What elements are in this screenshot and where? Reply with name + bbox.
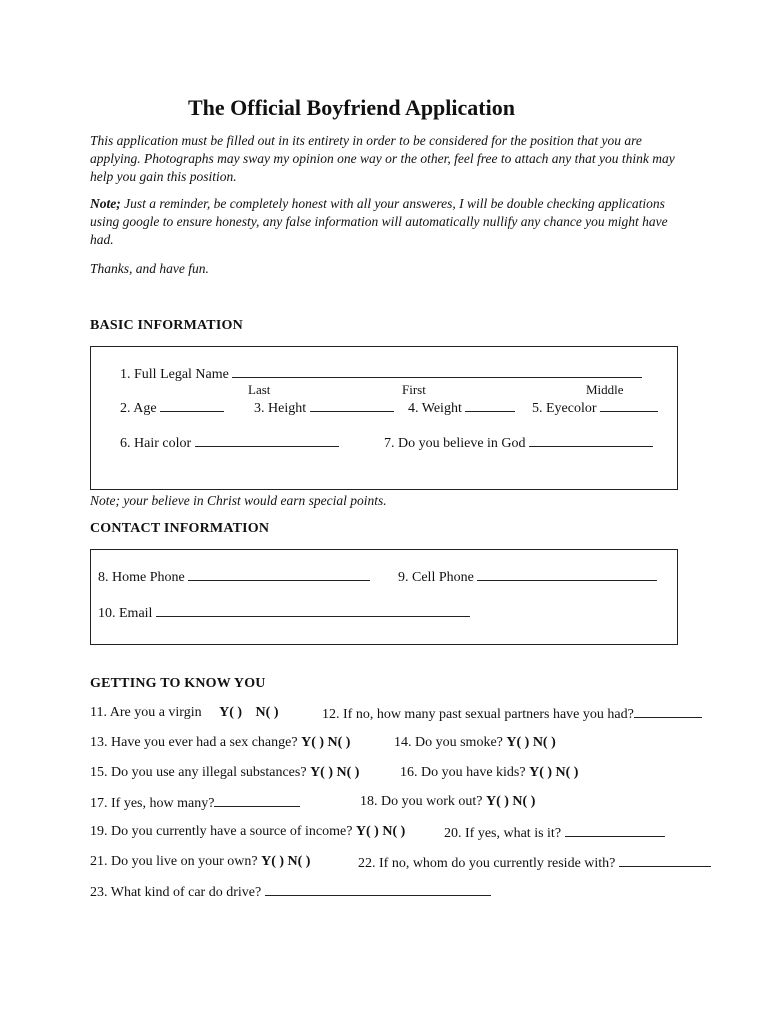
getting-to-know-heading: GETTING TO KNOW YOU xyxy=(90,676,266,691)
question-19 xyxy=(90,824,405,840)
question-16-label: 16. Do you have kids? xyxy=(400,765,526,780)
question-23-label: 23. What kind of car do drive? xyxy=(90,885,262,900)
question-11-no[interactable]: N( ) xyxy=(255,705,279,720)
question-15-label: 15. Do you use any illegal substances? xyxy=(90,765,307,780)
question-22-label: 22. If no, whom do you currently reside with? xyxy=(358,856,616,871)
weight-field xyxy=(408,399,515,417)
question-16 xyxy=(400,765,578,781)
cell-phone-label: 9. Cell Phone xyxy=(398,570,474,585)
weight-input[interactable] xyxy=(465,399,515,412)
question-21-yes-no[interactable]: Y( ) N( ) xyxy=(261,854,311,869)
question-18-label: 18. Do you work out? xyxy=(360,794,483,809)
question-20-input[interactable] xyxy=(565,824,665,837)
question-23 xyxy=(90,883,491,901)
eyecolor-input[interactable] xyxy=(600,399,658,412)
question-14-yes-no[interactable]: Y( ) N( ) xyxy=(506,735,556,750)
intro-thanks: Thanks, and have fun. xyxy=(90,261,209,276)
question-13 xyxy=(90,735,350,751)
hair-color-field xyxy=(120,434,339,452)
height-field xyxy=(254,399,394,417)
question-13-yes-no[interactable]: Y( ) N( ) xyxy=(301,735,351,750)
question-16-yes-no[interactable]: Y( ) N( ) xyxy=(529,765,579,780)
weight-label: 4. Weight xyxy=(408,401,462,416)
question-17 xyxy=(90,794,300,812)
question-17-label: 17. If yes, how many? xyxy=(90,796,215,811)
email-input[interactable] xyxy=(156,604,470,617)
question-20 xyxy=(444,824,665,842)
hair-color-input[interactable] xyxy=(195,434,339,447)
question-12-label: 12. If no, how many past sexual partners have you had? xyxy=(322,707,634,722)
believe-god-field xyxy=(384,434,653,452)
first-name-caption: First xyxy=(402,382,426,397)
question-19-label: 19. Do you currently have a source of income? xyxy=(90,824,353,839)
question-17-input[interactable] xyxy=(214,794,300,807)
email-label: 10. Email xyxy=(98,606,153,621)
cell-phone-field xyxy=(398,568,657,586)
height-input[interactable] xyxy=(310,399,394,412)
cell-phone-input[interactable] xyxy=(477,568,657,581)
last-name-caption: Last xyxy=(248,382,271,397)
age-label: 2. Age xyxy=(120,401,157,416)
question-23-input[interactable] xyxy=(265,883,491,896)
question-22-input[interactable] xyxy=(619,854,711,867)
hair-color-label: 6. Hair color xyxy=(120,436,192,451)
intro-paragraph: This application must be filled out in its entirety in order to be considered for the position that you are applying. Photographs may sway my opinion one way or the other, feel free to attach any that you think may help you gain this position. xyxy=(90,133,675,184)
page-title: The Official Boyfriend Application xyxy=(188,95,515,120)
email-field xyxy=(98,604,470,622)
home-phone-field xyxy=(98,568,370,586)
question-11-yes[interactable]: Y( ) xyxy=(219,705,243,720)
believe-god-label: 7. Do you believe in God xyxy=(384,436,526,451)
home-phone-input[interactable] xyxy=(188,568,370,581)
question-11-label: 11. Are you a virgin xyxy=(90,705,202,720)
full-name-label: 1. Full Legal Name xyxy=(120,367,229,382)
home-phone-label: 8. Home Phone xyxy=(98,570,185,585)
question-14-label: 14. Do you smoke? xyxy=(394,735,503,750)
question-15-yes-no[interactable]: Y( ) N( ) xyxy=(310,765,360,780)
question-22 xyxy=(358,854,711,872)
full-name-field xyxy=(120,365,642,383)
full-name-input[interactable] xyxy=(232,365,642,378)
middle-name-caption: Middle xyxy=(586,382,624,397)
question-20-label: 20. If yes, what is it? xyxy=(444,826,562,841)
question-12 xyxy=(322,705,702,723)
eyecolor-label: 5. Eyecolor xyxy=(532,401,597,416)
question-21-label: 21. Do you live on your own? xyxy=(90,854,258,869)
intro-note xyxy=(90,195,690,249)
question-18-yes-no[interactable]: Y( ) N( ) xyxy=(486,794,536,809)
question-12-input[interactable] xyxy=(634,705,702,718)
question-21 xyxy=(90,854,310,870)
question-15 xyxy=(90,765,359,781)
age-input[interactable] xyxy=(160,399,224,412)
height-label: 3. Height xyxy=(254,401,307,416)
question-14 xyxy=(394,735,556,751)
basic-info-note: Note; your believe in Christ would earn special points. xyxy=(90,493,387,508)
contact-info-heading: CONTACT INFORMATION xyxy=(90,521,270,536)
question-19-yes-no[interactable]: Y( ) N( ) xyxy=(355,824,406,839)
note-text: Just a reminder, be completely honest with all your answeres, I will be double checking applications using google to ensure honesty, any false information will automatically nullify any chance you might have had. xyxy=(90,196,668,247)
believe-god-input[interactable] xyxy=(529,434,653,447)
eyecolor-field xyxy=(532,399,658,417)
question-18 xyxy=(360,794,535,810)
contact-info-box xyxy=(90,549,678,645)
note-label: Note; xyxy=(90,196,121,211)
question-11 xyxy=(90,705,278,721)
question-13-label: 13. Have you ever had a sex change? xyxy=(90,735,298,750)
basic-info-heading: BASIC INFORMATION xyxy=(90,318,243,333)
age-field xyxy=(120,399,224,417)
